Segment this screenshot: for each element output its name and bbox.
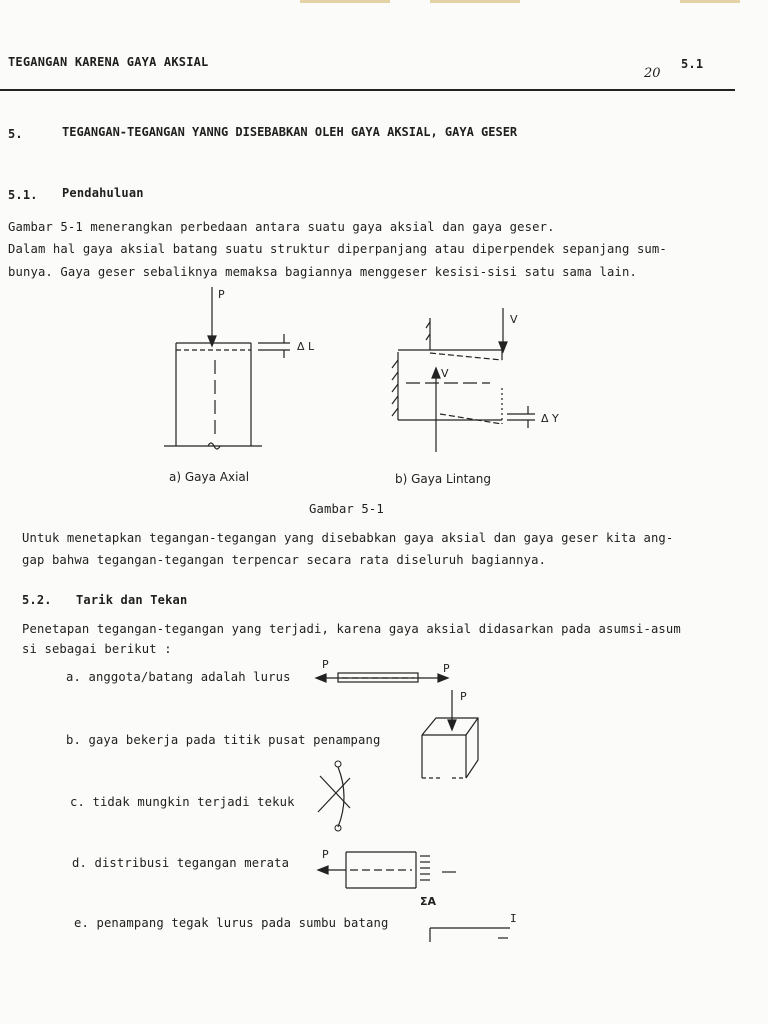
- shear-v-top-label: V: [510, 313, 518, 326]
- assumption-line-2: gap bahwa tegangan-tegangan terpencar secara rata diseluruh bagiannya.: [22, 553, 547, 567]
- intro-line-2: Dalam hal gaya aksial batang suatu struktur diperpanjang atau diperpendek sepanjang sum-: [8, 242, 667, 256]
- figure-label-b: b) Gaya Lintang: [395, 472, 491, 486]
- figure-caption: Gambar 5-1: [309, 502, 384, 516]
- tarik-line-1: Penetapan tegangan-tegangan yang terjadi, karena gaya aksial didasarkan pada asumsi-asum: [22, 622, 681, 636]
- intro-line-3: bunya. Gaya geser sebaliknya memaksa bagiannya menggeser kesisi-sisi satu sama lain.: [8, 265, 637, 279]
- running-header-page: 5.1: [681, 57, 704, 71]
- i-label: I: [510, 912, 517, 925]
- tarik-line-2: si sebagai berikut :: [22, 642, 172, 656]
- subsection-title: Pendahuluan: [62, 186, 144, 200]
- bar-p-left-label: P: [322, 658, 329, 671]
- subsection-title-5-2: Tarik dan Tekan: [76, 593, 188, 607]
- assumption-item-a: a. anggota/batang adalah lurus: [66, 670, 291, 684]
- shear-v-reaction-label: V: [441, 367, 449, 380]
- stress-p-label: P: [322, 848, 329, 861]
- delta-l-label: Δ L: [297, 340, 315, 353]
- subsection-number-5-2: 5.2.: [22, 593, 52, 607]
- axial-p-label: P: [218, 288, 225, 301]
- section-number: 5.: [8, 127, 23, 141]
- assumption-item-e: e. penampang tegak lurus pada sumbu batang: [74, 916, 389, 930]
- handwritten-page-number: 20: [644, 66, 661, 81]
- bar-p-right-label: P: [443, 662, 450, 675]
- assumption-item-b: b. gaya bekerja pada titik pusat penampang: [66, 733, 381, 747]
- assumption-item-c: c. tidak mungkin terjadi tekuk: [70, 795, 295, 809]
- intro-line-1: Gambar 5-1 menerangkan perbedaan antara suatu gaya aksial dan gaya geser.: [8, 220, 555, 234]
- subsection-number: 5.1.: [8, 188, 38, 202]
- running-header-title: TEGANGAN KARENA GAYA AKSIAL: [8, 55, 209, 69]
- assumption-item-d: d. distribusi tegangan merata: [72, 856, 290, 870]
- section-title: TEGANGAN-TEGANGAN YANNG DISEBABKAN OLEH GAYA AKSIAL, GAYA GESER: [62, 125, 518, 139]
- delta-y-label: Δ Y: [541, 412, 559, 425]
- assumption-line-1: Untuk menetapkan tegangan-tegangan yang disebabkan gaya aksial dan gaya geser kita ang-: [22, 531, 674, 545]
- figure-label-a: a) Gaya Axial: [169, 470, 250, 484]
- centroid-p-label: P: [460, 690, 467, 703]
- area-label: ΣA: [420, 895, 437, 908]
